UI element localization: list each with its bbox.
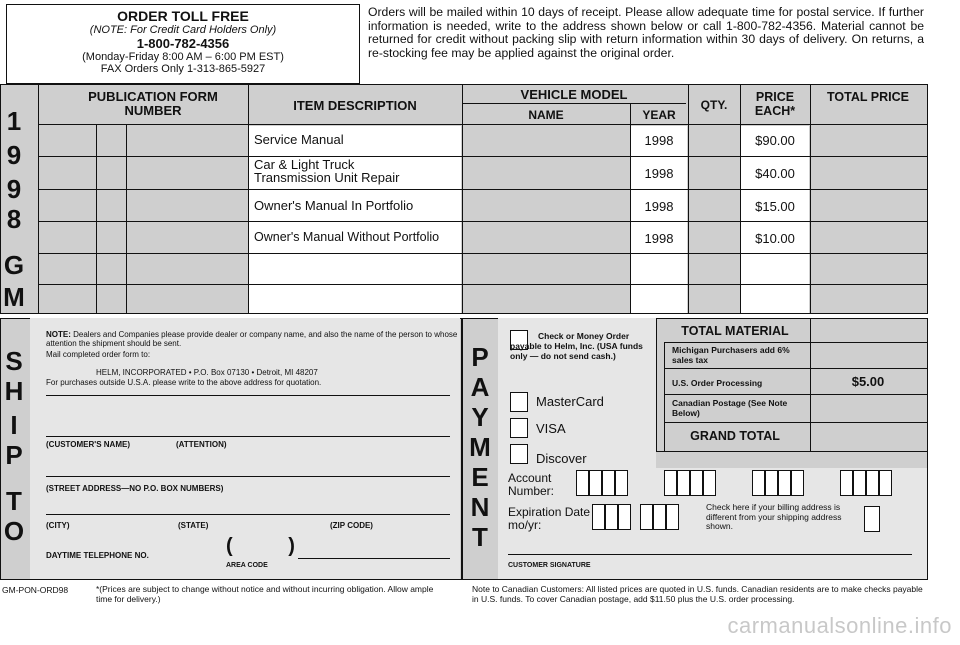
order-hours: (Monday-Friday 8:00 AM – 6:00 PM EST)	[82, 51, 284, 63]
customer-name-field[interactable]	[46, 404, 450, 434]
visa-label: VISA	[536, 421, 566, 436]
discover-label: Discover	[536, 451, 587, 466]
order-title: ORDER TOLL FREE	[117, 8, 249, 24]
side-letter: I	[10, 410, 18, 440]
grand-total-label: GRAND TOTAL	[690, 429, 780, 443]
canadian-postage-label: Canadian Postage (See Note Below)	[672, 398, 788, 418]
expiration-field[interactable]	[592, 504, 688, 534]
row-item: Owner's Manual Without Portfolio	[254, 230, 440, 244]
row-year: 1998	[644, 166, 674, 181]
order-phone: 1-800-782-4356	[136, 36, 230, 51]
form-code: GM-PON-ORD98	[2, 585, 69, 595]
header-year: YEAR	[642, 108, 676, 122]
customer-name-label: (CUSTOMER'S NAME)	[46, 440, 130, 449]
total-material-field[interactable]	[812, 320, 926, 341]
row-item: Service Manual	[254, 132, 344, 147]
side-letter: H	[4, 376, 24, 406]
city-label: (CITY)	[46, 521, 70, 530]
row-price: $90.00	[755, 133, 795, 148]
prices-note: *(Prices are subject to change without notice and without incurring obligation. Allow ample time for delivery.)	[96, 584, 434, 604]
grand-total-field[interactable]	[812, 424, 926, 450]
attention-label: (ATTENTION)	[176, 440, 227, 449]
check-label: Check or Money Order payable to Helm, Inc. (USA funds only — do not send cash.)	[510, 331, 643, 361]
side-letter: M	[469, 432, 491, 462]
billing-different-checkbox[interactable]	[864, 506, 880, 532]
signature-field[interactable]	[508, 538, 912, 554]
row-item: Owner's Manual In Portfolio	[254, 198, 414, 213]
ship-note-text: Dealers and Companies please provide dealer or company name, and also the name of the person to whose attention the shipment should be sent.	[46, 330, 458, 348]
row-year: 1998	[644, 231, 674, 246]
phone-label: DAYTIME TELEPHONE NO.	[46, 551, 149, 560]
side-letter: E	[471, 462, 489, 492]
mastercard-label: MasterCard	[536, 394, 604, 409]
street-label: (STREET ADDRESS—NO P.O. BOX NUMBERS)	[46, 484, 224, 493]
signature-label: CUSTOMER SIGNATURE	[508, 562, 591, 569]
side-letter: T	[472, 522, 488, 552]
total-material-label: TOTAL MATERIAL	[681, 324, 789, 338]
side-letter: S	[5, 346, 23, 376]
ship-address: HELM, INCORPORATED • P.O. Box 07130 • Detroit, MI 48207	[96, 368, 318, 377]
header-name: NAME	[528, 108, 564, 122]
visa-checkbox[interactable]	[510, 418, 528, 438]
row-item: Car & Light Truck Transmission Unit Repair	[254, 157, 400, 185]
side-letter: 1	[6, 106, 22, 136]
ship-mail-to: Mail completed order form to:	[46, 350, 151, 359]
state-label: (STATE)	[178, 521, 209, 530]
row-price: $40.00	[755, 166, 795, 181]
ship-note-label: NOTE:	[46, 330, 71, 339]
ship-outside: For purchases outside U.S.A. please write to the above address for quotation.	[46, 378, 322, 387]
billing-different-note: Check here if your billing address is different from your shipping address shown.	[706, 502, 842, 531]
account-number-field[interactable]	[576, 470, 920, 500]
michigan-label: Michigan Purchasers add 6% sales tax	[672, 345, 790, 365]
side-letter: 9	[6, 174, 22, 204]
side-letter: P	[5, 440, 23, 470]
account-label: Account Number:	[508, 471, 555, 498]
header-publication: PUBLICATION FORM NUMBER	[88, 89, 218, 118]
order-note: (NOTE: For Credit Card Holders Only)	[89, 24, 277, 36]
area-code-paren: ( )	[226, 535, 295, 557]
us-processing-value: $5.00	[851, 374, 885, 389]
row-price: $10.00	[755, 231, 795, 246]
row-price: $15.00	[755, 199, 795, 214]
ship-note	[46, 330, 458, 348]
header-price: PRICE EACH*	[754, 90, 796, 118]
expiration-label: Expiration Date mo/yr:	[508, 505, 591, 532]
mastercard-checkbox[interactable]	[510, 392, 528, 412]
header-qty: QTY.	[700, 98, 728, 112]
header-vehicle-model: VEHICLE MODEL	[520, 87, 628, 102]
header-total: TOTAL PRICE	[827, 90, 909, 104]
street-field[interactable]	[46, 450, 450, 474]
side-letter: A	[470, 372, 490, 402]
side-letter: 8	[6, 204, 22, 234]
side-letter: Y	[471, 402, 489, 432]
side-letter: 9	[6, 140, 22, 170]
watermark: carmanualsonline.info	[727, 613, 952, 638]
city-state-zip-field[interactable]	[46, 492, 450, 512]
side-letter: N	[470, 492, 490, 522]
header-item: ITEM DESCRIPTION	[293, 98, 417, 113]
canadian-note: Note to Canadian Customers: All listed prices are quoted in U.S. funds. Canadian residents are to make checks payable in U.S. funds. To cover Canadian postage, add $11.50 plus the U.S. order processing.	[472, 584, 923, 604]
row-year: 1998	[644, 199, 674, 214]
mailing-notice: Orders will be mailed within 10 days of receipt. Please allow adequate time for postal service. If further information is needed, write to the address shown below or call 1-800-782-4356. Material cannot be returned for credit without packing slip with return information within 30 days of delivery. On returns, a re-stocking fee may be applied against the original order.	[368, 5, 924, 60]
discover-checkbox[interactable]	[510, 444, 528, 464]
side-letter: O	[3, 516, 25, 546]
area-code-label: AREA CODE	[226, 562, 268, 569]
row-year: 1998	[644, 133, 674, 148]
order-fax: FAX Orders Only 1-313-865-5927	[100, 63, 266, 75]
order-toll-free-box	[6, 4, 360, 84]
side-letter: P	[471, 342, 489, 372]
phone-field[interactable]	[226, 538, 450, 558]
side-letter: M	[3, 282, 25, 312]
side-letter: G	[3, 250, 25, 280]
us-processing-label: U.S. Order Processing	[672, 378, 763, 388]
side-letter: T	[6, 486, 22, 516]
zip-label: (ZIP CODE)	[330, 521, 373, 530]
